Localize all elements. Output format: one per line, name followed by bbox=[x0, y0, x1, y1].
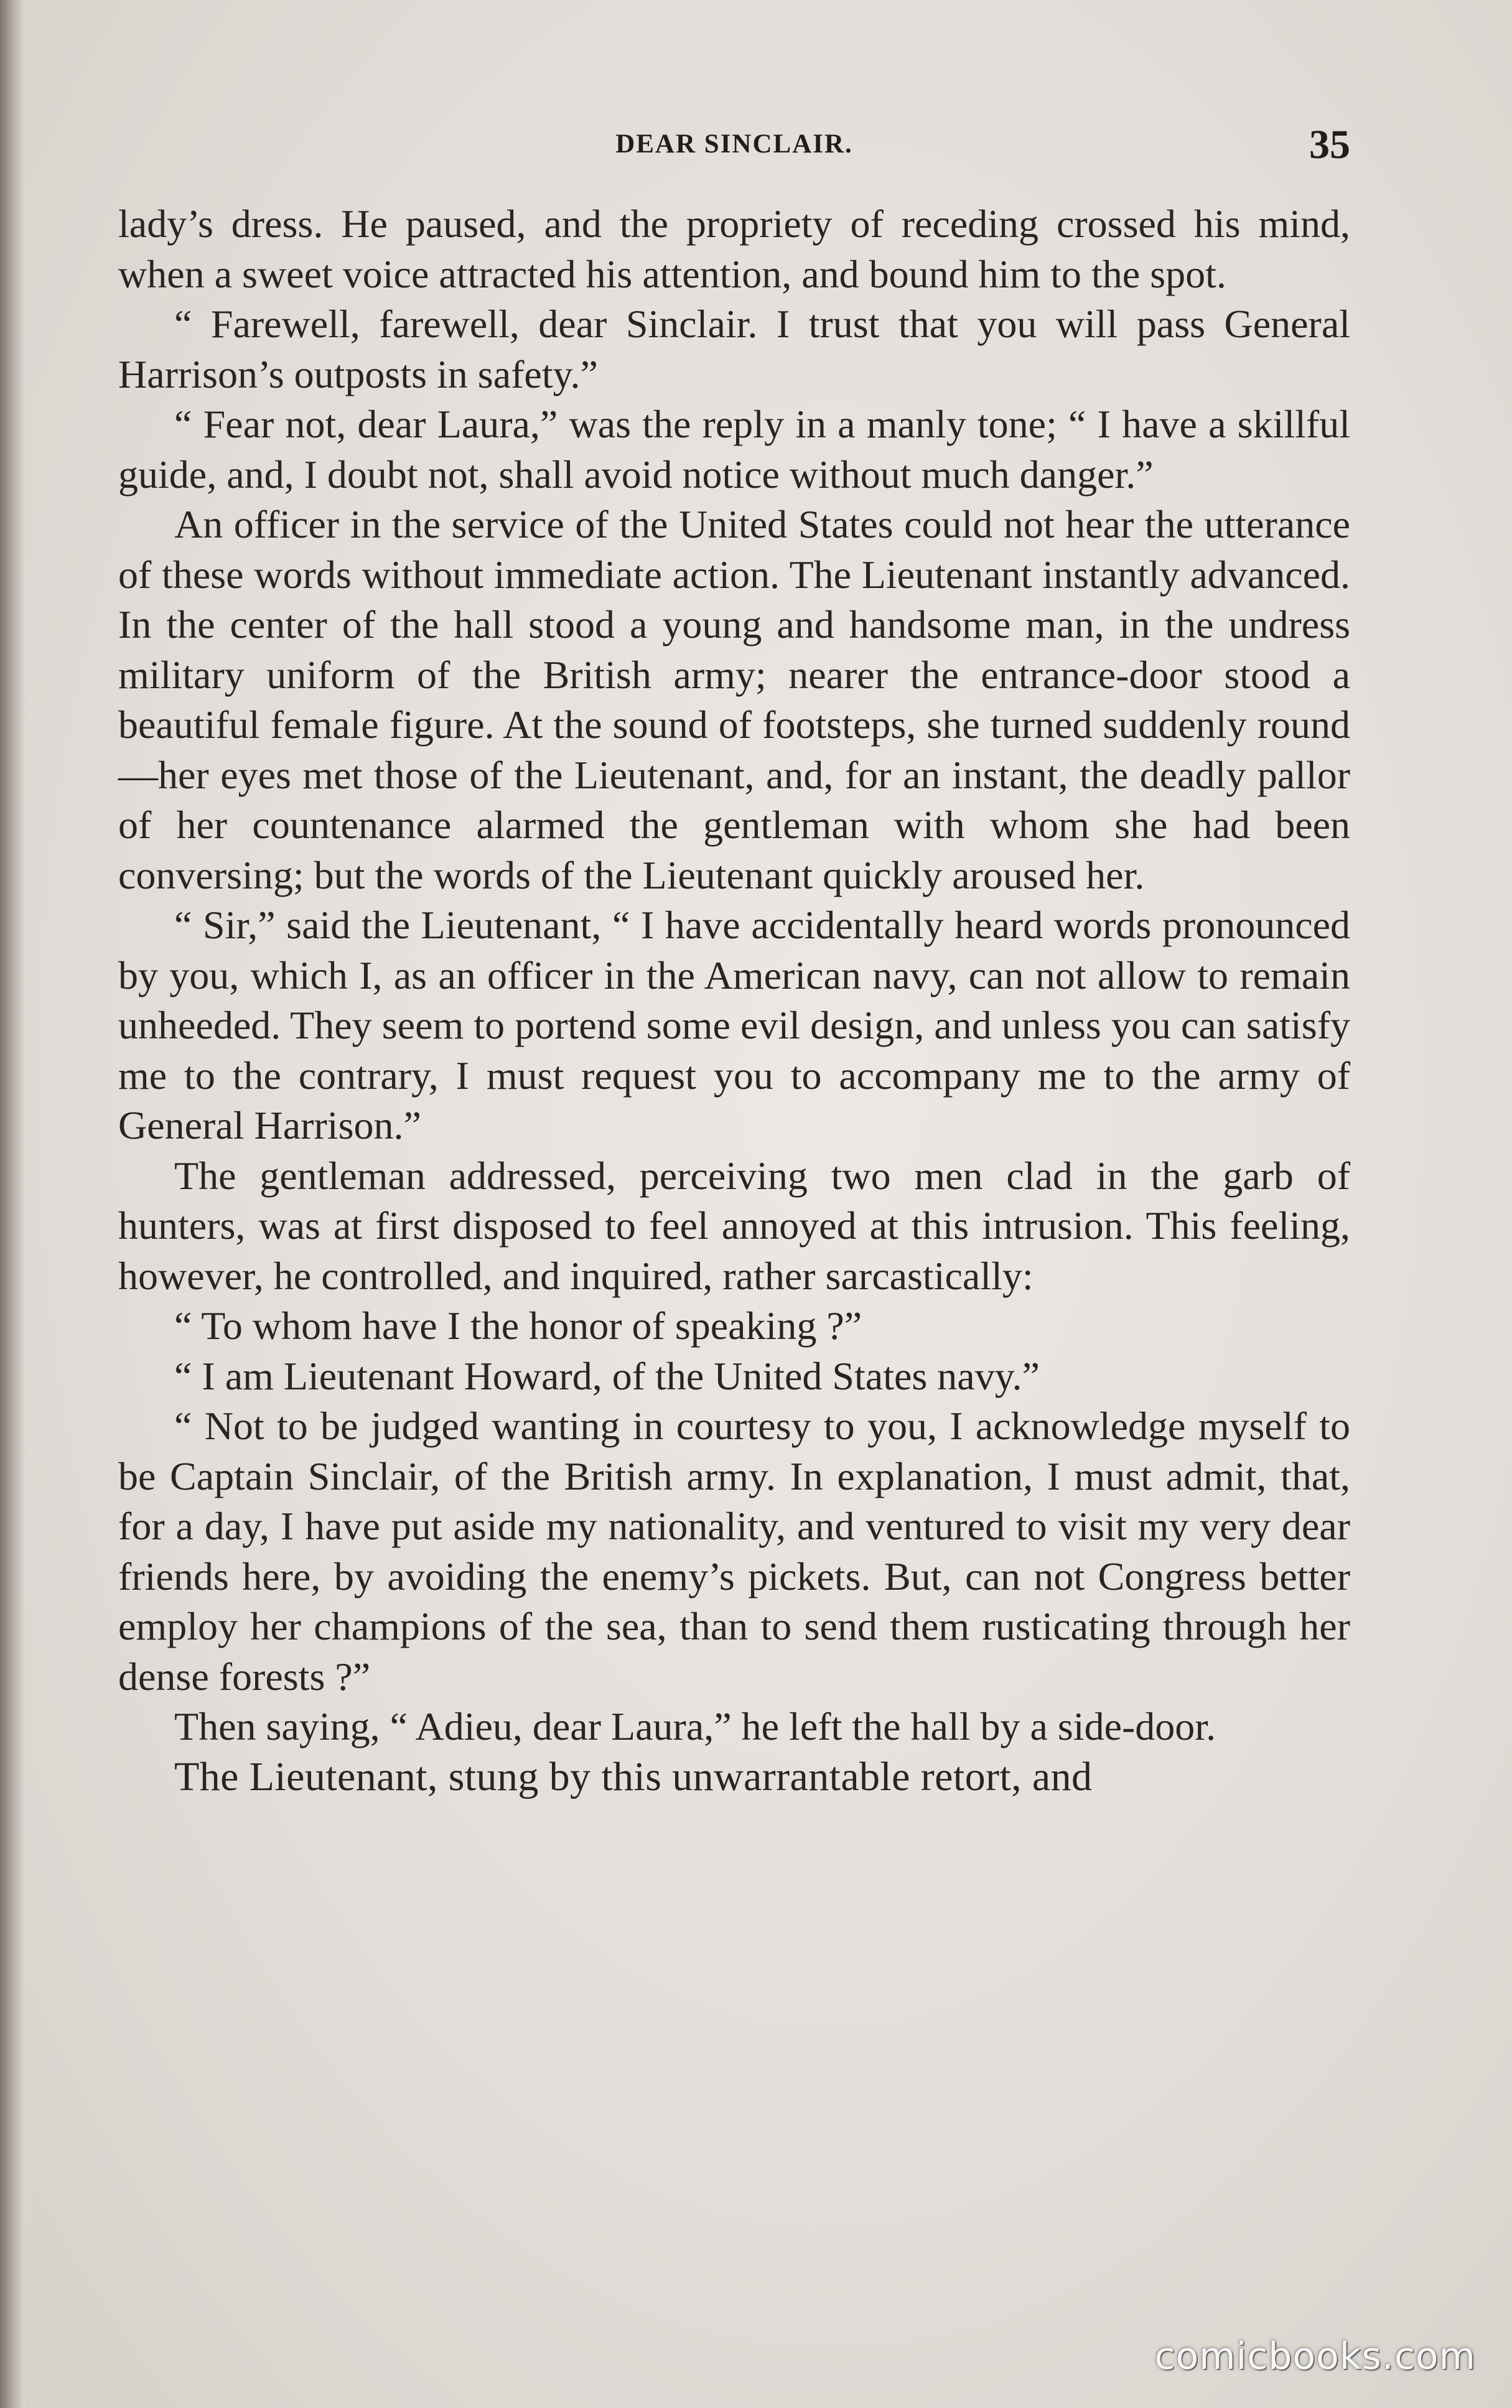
body-text bbox=[118, 199, 1350, 1802]
paragraph: The gentleman addressed, perceiving two men clad in the garb of hunters, was at first disposed to feel annoyed at this intrusion. This feeling, however, he controlled, and inquired, rather sarcastically: bbox=[118, 1153, 1350, 1298]
paragraph: “ I am Lieutenant Howard, of the United States navy.” bbox=[174, 1353, 1040, 1398]
paragraph: An officer in the service of the United States could not hear the utterance of these words without immediate action. The Lieutenant instantly advanced. In the center of the hall stood a young and handsome man, in the undress military uniform of the British army; nearer the entrance-door stood a beautiful female figure. At the sound of footsteps, she turned suddenly round—her eyes met those of the Lieutenant, and, for an instant, the deadly pallor of her countenance alarmed the gentleman with whom she had been conversing; but the words of the Lieutenant quickly aroused her. bbox=[118, 502, 1350, 897]
paragraph: “ To whom have I the honor of speaking ?” bbox=[174, 1304, 862, 1348]
paragraph: “ Not to be judged wanting in courtesy to you, I acknowledge myself to be Captain Sinclair, of the British army. In explanation, I must admit, that, for a day, I have put aside my nationality, and ventured to visit my very dear friends here, by avoiding the enemy’s pickets. But, can not Congress better employ her champions of the sea, than to send them rusticating through her dense forests ?” bbox=[118, 1404, 1350, 1699]
paragraph: lady’s dress. He paused, and the propriety of receding crossed his mind, when a sweet voice attracted his attention, and bound him to the spot. bbox=[118, 202, 1350, 296]
watermark: comicbooks.com bbox=[1154, 2335, 1476, 2378]
running-title: DEAR SINCLAIR. bbox=[615, 129, 853, 159]
paragraph: “ Farewell, farewell, dear Sinclair. I trust that you will pass General Harrison’s outposts in safety.” bbox=[118, 302, 1350, 396]
page-binding-edge bbox=[0, 0, 25, 2408]
page-number: 35 bbox=[1309, 122, 1350, 167]
paragraph: “ Fear not, dear Laura,” was the reply in a manly tone; “ I have a skillful guide, and, I doubt not, shall avoid notice without much danger.” bbox=[118, 402, 1350, 497]
paragraph: The Lieutenant, stung by this unwarrantable retort, and bbox=[174, 1753, 1093, 1799]
paragraph: Then saying, “ Adieu, dear Laura,” he left the hall by a side-door. bbox=[174, 1704, 1216, 1748]
paragraph: “ Sir,” said the Lieutenant, “ I have accidentally heard words pronounced by you, which I, as an officer in the American navy, can not allow to remain unheeded. They seem to portend some evil design, and unless you can satisfy me to the contrary, I must request you to accompany me to the army of General Harrison.” bbox=[118, 903, 1350, 1147]
running-head bbox=[118, 121, 1350, 177]
